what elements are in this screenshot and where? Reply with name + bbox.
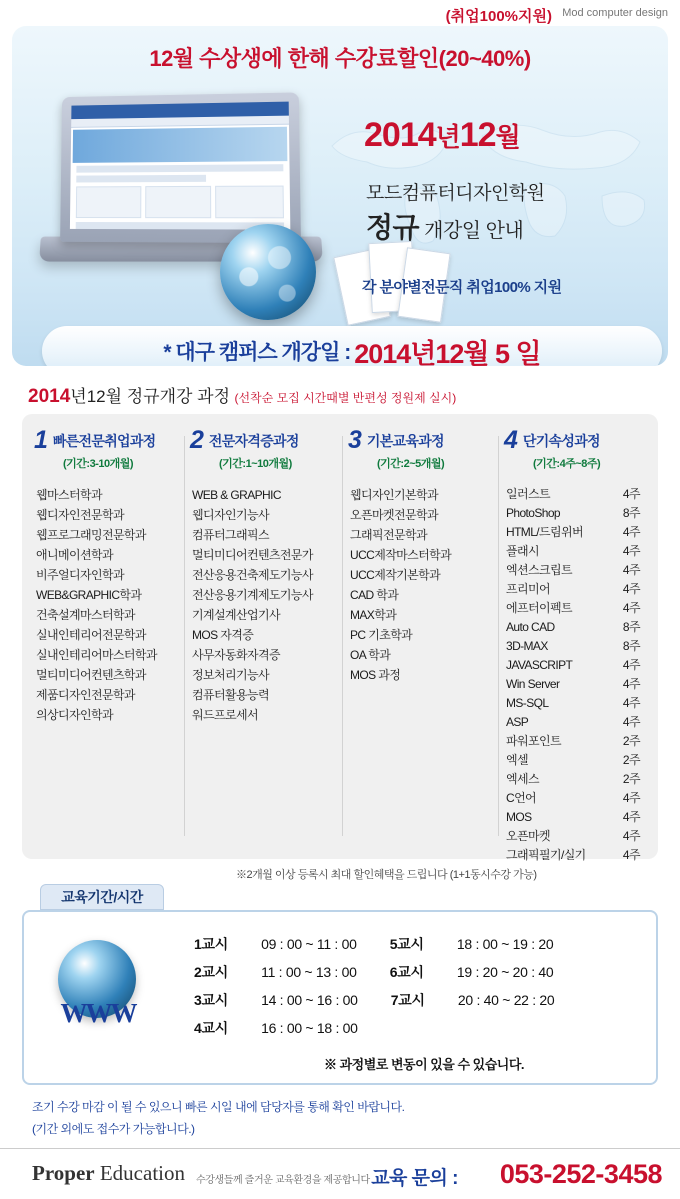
hero-subtext: 각 분야별전문직 취업100% 지원 xyxy=(362,279,562,296)
period-label: 7교시 xyxy=(390,992,425,1008)
course-name: ASP xyxy=(506,715,529,729)
list-item xyxy=(506,523,650,542)
period-label: 5교시 xyxy=(389,936,424,952)
course-name: 그래픽필기/실기 xyxy=(506,848,586,862)
course-name: 일러스트 xyxy=(506,487,550,501)
course-name: 프리미어 xyxy=(506,582,550,596)
course-column-4 xyxy=(504,426,650,862)
list-item: UCC제작마스터학과 xyxy=(350,548,452,562)
list-item xyxy=(506,789,650,808)
laptop-screen xyxy=(60,92,301,243)
list-item xyxy=(506,713,650,732)
period-time: 09 : 00 ~ 11 : 00 xyxy=(261,936,357,952)
list-item: 기계설계산업기사 xyxy=(192,608,280,622)
period-time: 20 : 40 ~ 22 : 20 xyxy=(457,992,555,1008)
list-item xyxy=(506,542,650,561)
academy-name: 모드컴퓨터디자인학원 xyxy=(366,183,545,204)
course-name: Win Server xyxy=(506,677,560,691)
course-duration: 2주 xyxy=(622,772,640,786)
column-period: (기간:3-10개월) xyxy=(63,458,134,470)
list-item: WEB & GRAPHIC xyxy=(192,488,281,502)
footer-bar xyxy=(0,1148,680,1199)
list-item xyxy=(506,618,650,637)
list-item xyxy=(506,827,650,846)
list-item xyxy=(506,656,650,675)
period-time: 18 : 00 ~ 19 : 20 xyxy=(456,936,554,952)
hero-year-value: 2014 xyxy=(364,116,436,154)
period-time: 19 : 20 ~ 20 : 40 xyxy=(456,964,554,980)
section-title xyxy=(28,382,668,408)
period-label: 1교시 xyxy=(194,936,228,952)
support-badge: (취업100%지원) xyxy=(445,8,552,25)
course-column-1 xyxy=(34,428,184,848)
list-item: 그래픽전문학과 xyxy=(350,528,427,542)
schedule-tab: 교육기간/시간 xyxy=(40,884,164,910)
list-item: MOS 과정 xyxy=(350,668,401,682)
list-item xyxy=(506,637,650,656)
top-strip xyxy=(0,0,680,28)
list-item xyxy=(506,580,650,599)
column-title: 기본교육과정 xyxy=(366,433,444,449)
column-title: 전문자격증과정 xyxy=(208,433,299,449)
hero-banner xyxy=(12,26,668,366)
logo-tagline: 수강생들께 즐거운 교육환경을 제공합니다 xyxy=(196,1175,370,1186)
list-item xyxy=(506,694,650,713)
course-name: 엑션스크립트 xyxy=(506,563,572,577)
hero-date xyxy=(364,116,664,155)
list-item xyxy=(506,504,650,523)
column-period: (기간:2~5개월) xyxy=(377,458,445,470)
column-period: (기간:4주~8주) xyxy=(533,458,601,470)
section-title-text: 년12월 정규개강 과정 xyxy=(70,387,231,406)
course-name: 플래시 xyxy=(506,544,539,558)
course-name: 에프터이펙트 xyxy=(506,601,572,615)
course-duration: 4주 xyxy=(622,582,640,596)
course-list xyxy=(350,485,498,685)
course-name: 엑셀 xyxy=(506,753,528,767)
logo-bold-text: Proper xyxy=(32,1161,95,1185)
column-period: (기간:1~10개월) xyxy=(219,458,292,470)
list-item: 전산응용기계제도기능사 xyxy=(192,588,313,602)
list-item: CAD 학과 xyxy=(350,588,399,602)
list-item: 멀티미디어컨텐츠학과 xyxy=(36,668,146,682)
course-name: 오픈마켓 xyxy=(506,829,550,843)
list-item xyxy=(506,599,650,618)
list-item: 오픈마켓전문학과 xyxy=(350,508,438,522)
course-name: JAVASCRIPT xyxy=(506,658,573,672)
section-title-note: (선착순 모집 시간때별 반편성 정원제 실시) xyxy=(234,391,457,405)
schedule-box xyxy=(22,910,658,1085)
list-item: 웹프로그래밍전문학과 xyxy=(36,528,146,542)
course-duration: 4주 xyxy=(622,696,640,710)
course-name: 3D-MAX xyxy=(506,639,548,653)
globe-icon xyxy=(220,224,316,320)
hero-open-rest: 개강일 안내 xyxy=(419,220,524,242)
list-item: 건축설계마스터학과 xyxy=(36,608,135,622)
schedule-footnote: ※ 과정별로 변동이 있을 수 있습니다. xyxy=(324,1057,524,1072)
course-name: Auto CAD xyxy=(506,620,555,634)
list-item: 웹디자인기본학과 xyxy=(350,488,438,502)
logo xyxy=(32,1161,185,1186)
list-item xyxy=(506,751,650,770)
contact-label: 교육 문의 : xyxy=(371,1168,458,1189)
column-divider xyxy=(184,436,185,836)
schedule-row xyxy=(194,1014,554,1042)
brand-label: Mod computer design xyxy=(562,7,668,19)
course-duration: 4주 xyxy=(622,677,640,691)
campus-open-value: 2014년12월 5 일 xyxy=(354,338,541,366)
campus-open-date-band xyxy=(42,326,662,366)
list-item: MAX학과 xyxy=(350,608,397,622)
course-column-2 xyxy=(190,428,340,848)
list-item: 웹마스터학과 xyxy=(36,488,102,502)
course-duration: 2주 xyxy=(622,734,640,748)
course-name: 엑세스 xyxy=(506,772,539,786)
bottom-note-2: (기간 외에도 접수가 가능합니다.) xyxy=(32,1122,195,1136)
list-item xyxy=(506,846,650,865)
course-duration: 4주 xyxy=(622,601,640,615)
list-item: 사무자동화자격증 xyxy=(192,648,280,662)
list-item: MOS 자격증 xyxy=(192,628,254,642)
list-item: 워드프로세서 xyxy=(192,708,258,722)
list-item: 컴퓨터활용능력 xyxy=(192,688,269,702)
section-title-year: 2014 xyxy=(28,386,71,407)
schedule-row xyxy=(194,930,554,958)
list-item: 실내인테리어마스터학과 xyxy=(36,648,157,662)
course-duration: 2주 xyxy=(622,753,640,767)
list-item xyxy=(506,808,650,827)
course-name: PhotoShop xyxy=(506,506,560,520)
laptop-screen-content xyxy=(70,102,290,230)
hero-headline: 12월 수상생에 한해 수강료할인(20~40%) xyxy=(149,46,531,71)
logo-rest-text: Education xyxy=(94,1161,185,1185)
hero-month-unit: 월 xyxy=(495,122,520,152)
list-item: 의상디자인학과 xyxy=(36,708,113,722)
schedule-row xyxy=(194,986,554,1014)
course-list xyxy=(192,485,340,725)
discount-note: ※2개월 이상 등록시 최대 할인혜택을 드립니다 (1+1동시수강 가능) xyxy=(236,869,537,881)
schedule-rows xyxy=(194,930,554,1042)
period-label: 2교시 xyxy=(194,964,228,980)
list-item: UCC제작기본학과 xyxy=(350,568,441,582)
column-divider xyxy=(342,436,343,836)
course-list xyxy=(36,485,184,725)
course-duration-list xyxy=(506,485,650,865)
period-label: 3교시 xyxy=(194,992,228,1008)
column-number: 3 xyxy=(348,426,362,454)
list-item: 웹디자인전문학과 xyxy=(36,508,124,522)
list-item xyxy=(506,770,650,789)
column-title: 빠른전문취업과정 xyxy=(52,433,156,449)
list-item: 웹디자인기능사 xyxy=(192,508,269,522)
hero-month-value: 12 xyxy=(459,116,496,154)
hero-year-unit: 년 xyxy=(435,122,460,152)
column-divider xyxy=(498,436,499,836)
course-duration: 4주 xyxy=(622,563,640,577)
column-number: 2 xyxy=(190,426,204,454)
period-time: 14 : 00 ~ 16 : 00 xyxy=(261,992,358,1008)
period-time: 16 : 00 ~ 18 : 00 xyxy=(261,1020,358,1036)
contact-phone-number[interactable]: 053-252-3458 xyxy=(499,1159,662,1189)
period-label: 4교시 xyxy=(194,1020,228,1036)
list-item xyxy=(506,732,650,751)
list-item xyxy=(506,561,650,580)
schedule-row xyxy=(194,958,554,986)
course-name: C언어 xyxy=(506,791,537,805)
bottom-note-1: 조기 수강 마감 이 될 수 있으니 빠른 시일 내에 담당자를 통해 확인 바랍니다. xyxy=(32,1100,405,1114)
list-item: 실내인테리어전문학과 xyxy=(36,628,146,642)
list-item: 애니메이션학과 xyxy=(36,548,113,562)
list-item: PC 기초학과 xyxy=(350,628,413,642)
list-item: 비주얼디자인학과 xyxy=(36,568,124,582)
list-item: 정보처리기능사 xyxy=(192,668,269,682)
course-duration: 4주 xyxy=(622,487,640,501)
course-name: MOS xyxy=(506,810,532,824)
column-title: 단기속성과정 xyxy=(522,433,600,449)
course-duration: 4주 xyxy=(622,848,640,862)
list-item xyxy=(506,675,650,694)
period-time: 11 : 00 ~ 13 : 00 xyxy=(261,964,357,980)
campus-open-label: * 대구 캠퍼스 개강일 : xyxy=(163,341,351,364)
course-duration: 4주 xyxy=(622,715,640,729)
hero-open-emphasis: 정규 xyxy=(366,212,420,243)
course-duration: 4주 xyxy=(622,544,640,558)
www-label: WWW xyxy=(60,998,136,1028)
list-item: OA 학과 xyxy=(350,648,391,662)
column-number: 4 xyxy=(504,426,518,454)
list-item: 제품디자인전문학과 xyxy=(36,688,135,702)
list-item xyxy=(506,485,650,504)
course-column-3 xyxy=(348,428,498,848)
course-duration: 4주 xyxy=(622,525,640,539)
hero-open-line xyxy=(366,206,666,246)
column-number: 1 xyxy=(34,426,48,454)
course-name: HTML/드림위버 xyxy=(506,525,583,539)
list-item: WEB&GRAPHIC학과 xyxy=(36,588,142,602)
course-duration: 4주 xyxy=(622,829,640,843)
course-duration: 4주 xyxy=(622,791,640,805)
course-duration: 8주 xyxy=(622,639,640,653)
course-panel xyxy=(22,414,658,862)
course-duration: 4주 xyxy=(622,658,640,672)
list-item: 전산응용건축제도기능사 xyxy=(192,568,313,582)
course-name: MS-SQL xyxy=(506,696,549,710)
list-item: 멀티미디어컨텐츠전문가 xyxy=(192,548,313,562)
course-duration: 8주 xyxy=(622,506,640,520)
course-name: 파워포인트 xyxy=(506,734,561,748)
laptop-illustration xyxy=(40,84,330,314)
period-label: 6교시 xyxy=(389,964,424,980)
course-duration: 8주 xyxy=(622,620,640,634)
course-duration: 4주 xyxy=(622,810,640,824)
list-item: 컴퓨터그래픽스 xyxy=(192,528,269,542)
